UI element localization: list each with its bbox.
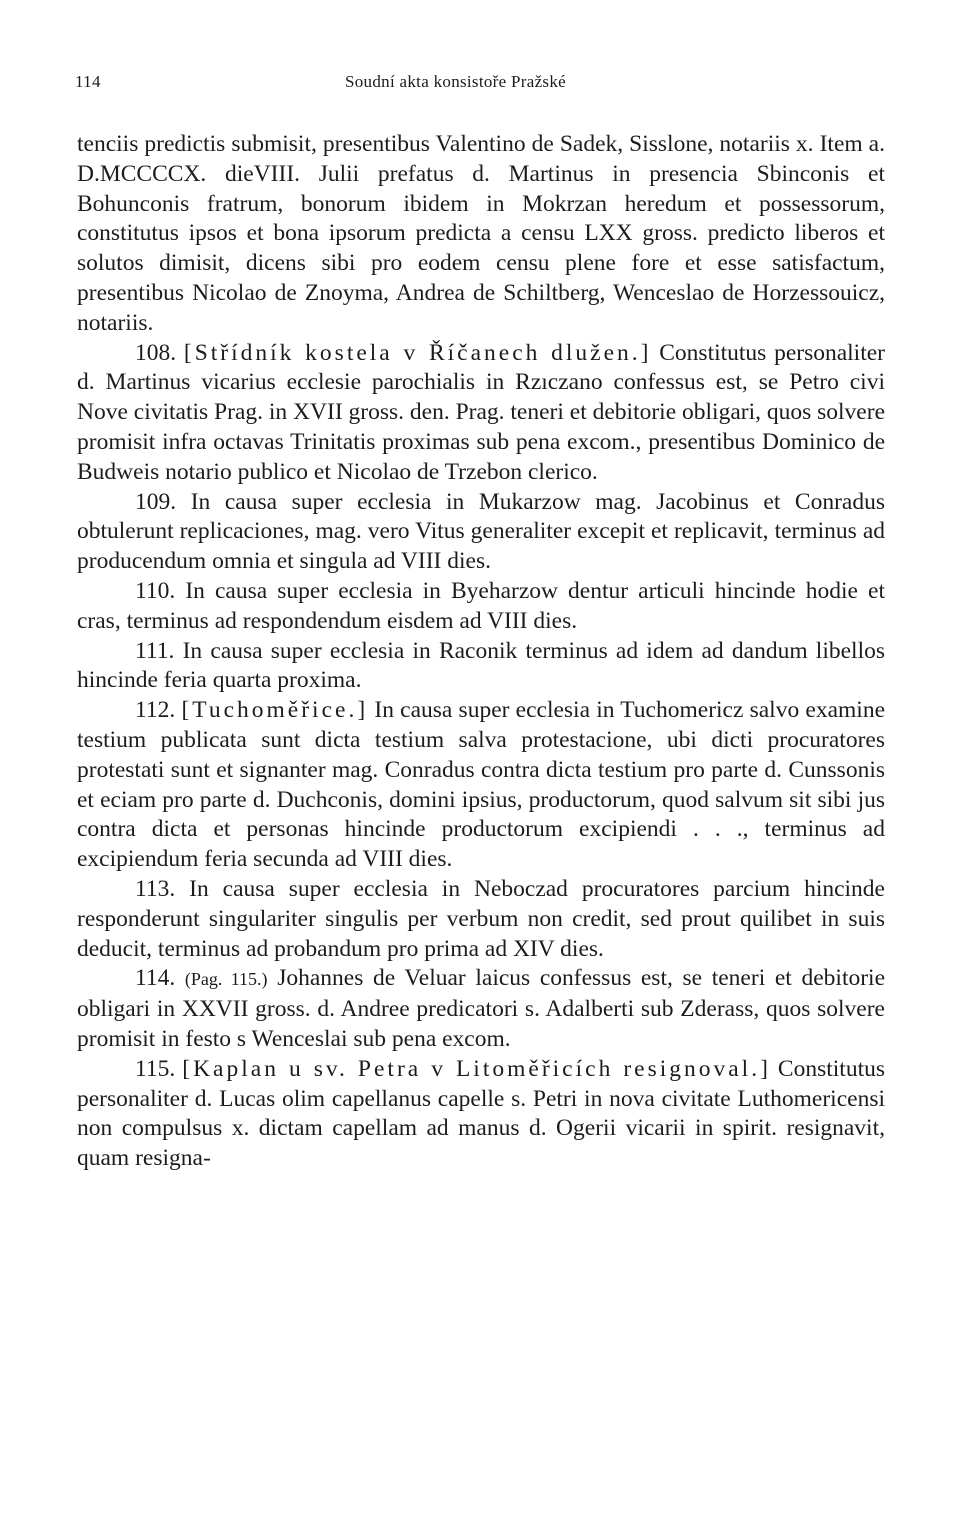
entry-text: Johannes de Veluar laicus confessus est, se teneri et debitorie obligari in XXVII gross. d. Andree predicatori s. Adalberti sub Zderass, quos solvere promisit in festo s Wenceslai sub pena excom. xyxy=(77,965,886,1052)
paragraph-continuation xyxy=(77,130,885,339)
entry-text: In causa super ecclesia in Neboczad procuratores parcium hincinde responderunt singulariter singulis per verbum non credit, sed prout quilibet in suis deducit, terminus ad probandum pro prima ad XIV dies. xyxy=(77,875,885,962)
entry-title: [Střídník kostela v Říčanech dlužen.] xyxy=(183,339,652,366)
entry-title: [Kaplan u sv. Petra v Litoměřicích resignoval.] xyxy=(182,1055,771,1082)
entry-114 xyxy=(77,964,885,1054)
entry-title: [Tuchoměřice.] xyxy=(181,697,369,724)
entry-text: In causa super ecclesia in Byeharzow dentur articuli hincinde hodie et cras, terminus ad respondendum eisdem ad VIII dies. xyxy=(77,577,885,634)
entry-number: 111. xyxy=(135,637,175,664)
entry-number: 112. xyxy=(135,697,176,724)
entry-109 xyxy=(77,488,885,577)
entry-number: 115. xyxy=(135,1055,176,1082)
body-text xyxy=(77,130,885,1174)
entry-number: 110. xyxy=(135,577,176,604)
running-title: Soudní akta konsistoře Pražské xyxy=(345,72,566,91)
entry-113 xyxy=(77,875,885,964)
entry-number: 109. xyxy=(135,488,177,515)
page-header xyxy=(75,72,885,96)
entry-text: Constitutus personaliter d. Lucas olim capellanus capelle s. Petri in nova civitate Luthomericensi non compulsus x. dictam capellam ad manus d. Ogerii vicarii in spirit. resignavit, quam resigna- xyxy=(77,1055,885,1172)
entry-text: In causa super ecclesia in Tuchomericz salvo examine testium publicata sunt dicta testium salva protestacione, ubi dicti procuratores protestati sunt et signanter mag. Conradus contra dicta testium pro parte d. Cunssonis et eciam pro parte d. Duchconis, domini ipsius, productorum, quod salvum sit sibi jus contra dicta et personas hincinde productorum excipiendi . . ., terminus ad excipiendum feria secunda ad VIII dies. xyxy=(77,697,886,873)
entry-number: 108. xyxy=(135,339,177,366)
entry-text: Constitutus personaliter d. Martinus vicarius ecclesie parochialis in Rzıczano confessus est, se Petro civi Nove civitatis Prag. in XVII gross. den. Prag. teneri et debitorie obligari, quos solvere promisit infra octavas Trinitatis proximas sub pena excom., presentibus Dominico de Budweis notario publico et Nicolao de Trzebon clerico. xyxy=(77,339,886,485)
page-reference-note: (Pag. 115.) xyxy=(184,969,268,990)
entry-text: In causa super ecclesia in Raconik terminus ad idem ad dandum libellos hincinde feria quarta proxima. xyxy=(77,637,886,694)
page-number: 114 xyxy=(75,72,101,91)
entry-text: In causa super ecclesia in Mukarzow mag. Jacobinus et Conradus obtulerunt replicaciones, mag. vero Vitus generaliter excepit et replicavit, terminus ad producendum omnia et singula ad VIII dies. xyxy=(77,488,886,575)
entry-112 xyxy=(77,696,885,875)
entry-108 xyxy=(77,339,885,488)
entry-number: 113. xyxy=(135,875,176,902)
paragraph-text: tenciis predictis submisit, presentibus Valentino de Sadek, Sisslone, notariis x. Item a. D.MCCCCX. dieVIII. Julii prefatus d. Martinus in presencia Sbinconis et Bohunconis fratrum, bonorum ibidem in Mokrzan heredum et possessorum, constitutus ipsos et bona ipsorum predicta a censu LXX gross. predicto liberos et solutos dimisit, dicens sibi pro eodem censu plene fore et esse satisfactum, presentibus Nicolao de Znoyma, Andrea de Schiltberg, Wenceslao de Horzessouicz, notariis. xyxy=(77,131,885,336)
entry-111 xyxy=(77,637,885,697)
entry-number: 114. xyxy=(135,965,176,992)
entry-110 xyxy=(77,577,885,637)
entry-115 xyxy=(77,1055,885,1174)
